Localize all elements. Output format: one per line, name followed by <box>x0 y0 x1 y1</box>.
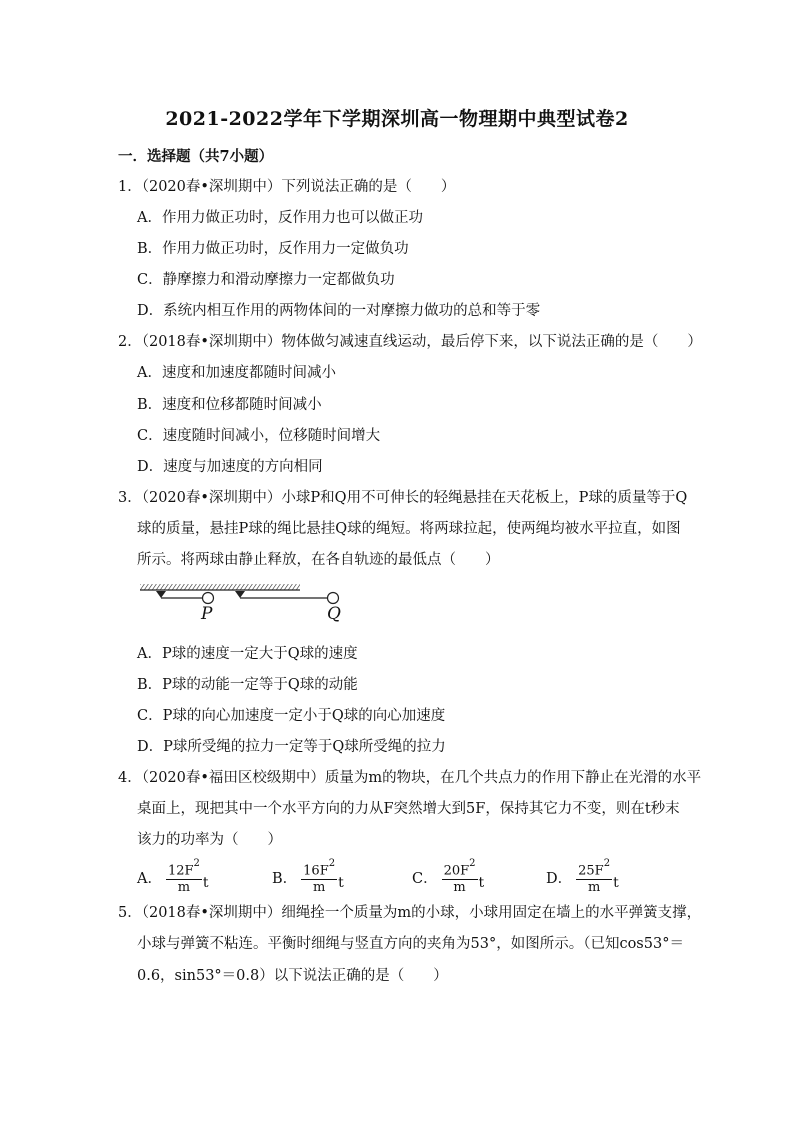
question-5-stem-line-3: 0.6，sin53°＝0.8）以下说法正确的是（ ） <box>137 968 448 984</box>
denominator: m <box>312 879 326 895</box>
question-5-stem-line-2: 小球与弹簧不粘连。平衡时细绳与竖直方向的夹角为53°，如图所示。（已知cos53°＝ <box>137 936 684 952</box>
denominator: m <box>587 879 601 895</box>
choice-label: A． <box>137 870 162 887</box>
question-4-stem-line-3: 该力的功率为（ ） <box>137 832 282 848</box>
exponent: 2 <box>469 858 476 870</box>
question-1-option-d: D．系统内相互作用的两物体间的一对摩擦力做功的总和等于零 <box>137 303 541 319</box>
label-q: Q <box>327 604 341 624</box>
question-1-stem: 1．（2020春•深圳期中）下列说法正确的是（ ） <box>118 179 456 195</box>
fraction <box>301 859 337 894</box>
question-4-choices <box>0 855 794 899</box>
page-title: 2021-2022学年下学期深圳高一物理期中典型试卷2 <box>165 108 629 130</box>
pendulum-figure <box>140 584 360 630</box>
time-variable: t <box>613 875 619 891</box>
time-variable: t <box>338 875 344 891</box>
ceiling-hatch <box>140 584 300 590</box>
exponent: 2 <box>193 858 200 870</box>
time-variable: t <box>478 875 485 891</box>
pivot-q-icon <box>235 591 245 598</box>
exponent: 2 <box>328 858 336 870</box>
question-4-stem-line-2: 桌面上，现把其中一个水平方向的力从F突然增大到5F，保持其它力不变，则在t秒末 <box>137 801 680 817</box>
question-4-choice-a <box>137 855 209 899</box>
fraction <box>576 859 612 894</box>
question-3-stem-line-2: 球的质量，悬挂P球的绳比悬挂Q球的绳短。将两球拉起，使两绳均被水平拉直，如图 <box>137 521 681 537</box>
question-1-option-c: C．静摩擦力和滑动摩擦力一定都做负功 <box>137 272 395 288</box>
denominator: m <box>177 879 191 895</box>
ball-p <box>203 593 214 604</box>
question-4-choice-d <box>546 855 619 899</box>
question-4-choice-c <box>412 855 484 899</box>
question-5-stem-line-1: 5．（2018春•深圳期中）细绳拴一个质量为m的小球，小球用固定在墙上的水平弹簧支撑， <box>118 905 702 921</box>
question-2-stem: 2．（2018春•深圳期中）物体做匀减速直线运动，最后停下来，以下说法正确的是（ ） <box>118 334 702 350</box>
question-3-option-b: B．P球的动能一定等于Q球的动能 <box>137 677 358 693</box>
pivot-p-icon <box>156 591 166 598</box>
time-variable: t <box>202 875 209 891</box>
fraction <box>166 859 202 894</box>
question-3-stem-line-1: 3．（2020春•深圳期中）小球P和Q用不可伸长的轻绳悬挂在天花板上，P球的质量等于Q <box>118 490 688 506</box>
question-2-option-d: D．速度与加速度的方向相同 <box>137 459 323 475</box>
denominator: m <box>453 879 466 895</box>
numerator: 16F <box>303 863 329 879</box>
choice-label: D． <box>546 870 573 887</box>
numerator: 20F <box>443 863 470 879</box>
choice-label: C． <box>412 870 438 887</box>
exponent: 2 <box>603 858 611 870</box>
question-3-option-d: D．P球所受绳的拉力一定等于Q球所受绳的拉力 <box>137 739 446 755</box>
question-3-option-c: C．P球的向心加速度一定小于Q球的向心加速度 <box>137 708 446 724</box>
section-heading: 一．选择题（共7小题） <box>118 148 274 165</box>
question-2-option-c: C．速度随时间减小，位移随时间增大 <box>137 428 381 444</box>
question-4-choice-b <box>272 855 344 899</box>
numerator: 12F <box>167 863 194 879</box>
question-2-option-b: B．速度和位移都随时间减小 <box>137 397 322 413</box>
fraction <box>442 859 478 894</box>
ball-q <box>328 593 339 604</box>
label-p: P <box>201 604 213 624</box>
question-4-stem-line-1: 4．（2020春•福田区校级期中）质量为m的物块，在几个共点力的作用下静止在光滑的水平 <box>118 770 702 786</box>
question-3-stem-line-3: 所示。将两球由静止释放，在各自轨迹的最低点（ ） <box>137 552 500 568</box>
question-2-option-a: A．速度和加速度都随时间减小 <box>137 365 336 381</box>
question-1-option-a: A．作用力做正功时，反作用力也可以做正功 <box>137 210 423 226</box>
question-3-option-a: A．P球的速度一定大于Q球的速度 <box>137 646 358 662</box>
choice-label: B． <box>272 870 298 887</box>
question-1-option-b: B．作用力做正功时，反作用力一定做负功 <box>137 241 409 257</box>
numerator: 25F <box>578 863 604 879</box>
